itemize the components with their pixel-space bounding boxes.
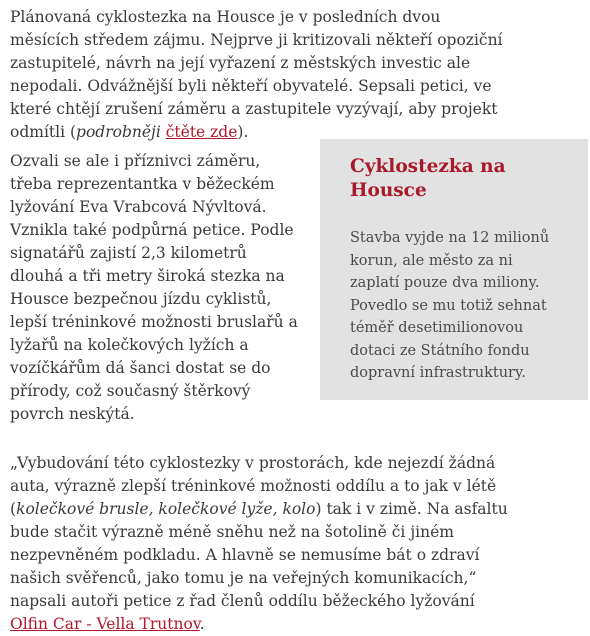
quote-text-b: ) tak i v zimě. Na asfaltu bude stačit výrazně méně sněhu než na šotolině či jiném nezpevněném podkladu. A hlavně se nemusíme bát o zdraví našich svěřenců, jako tomu je na veřejných komunikacích,“ napsali autoři petice z řad členů oddílu běžeckého lyžování <box>10 500 508 610</box>
read-here-link[interactable]: čtěte zde <box>165 123 238 141</box>
info-box-title: Cyklostezka na Housce <box>350 156 506 201</box>
info-box-text: Stavba vyjde na 12 milionů korun, ale město za ni zaplatí pouze dva miliony. Povedlo se mu totiž sehnat téměř desetimilionovou dotaci ze Státního fondu dopravní infrastruktury. <box>350 230 550 381</box>
quote-text-a: „Vybudování této cyklostezky v prostorách, kde nejezdí žádná auta, výrazně zlepší tréninkové možnosti oddílu a to jak v létě ( <box>10 454 497 518</box>
club-link[interactable]: Olfin Car - Vella Trutnov <box>10 615 200 633</box>
paragraph-supporters: Ozvali se ale i příznivci záměru, třeba reprezentantka v běžeckém lyžování Eva Vrabcová Nývltová. Vznikla také podpůrná petice. Podle signatářů zajistí 2,3 kilometrů dlouhá a tři metry široká stezka na Housce bezpečnou jízdu cyklistů, lepší tréninkové možnosti bruslařů a lyžařů na kolečkových lyžích a vozíčkářům dá šanci dostat se do přírody, což současný štěrkový povrch neskýtá. <box>10 152 298 423</box>
paragraph-intro-close: ). <box>237 123 249 141</box>
quote-italic: kolečkové brusle, kolečkové lyže, kolo <box>16 500 316 518</box>
info-box <box>320 139 588 400</box>
paragraph-intro-text: Plánovaná cyklostezka na Housce je v posledních dvou měsících středem zájmu. Nejprve ji kritizovali někteří opoziční zastupitelé, návrh na její vyřazení z městských investic ale nepodali. Odvážnější byli někteří obyvatelé. Sepsali petici, ve které chtějí zrušení záměru a zastupitele vyzývají, aby projekt odmítli ( <box>10 8 503 141</box>
more-label: podrobněji <box>76 123 161 141</box>
quote-close: . <box>199 615 205 633</box>
paragraph-intro <box>10 6 510 144</box>
paragraph-quote <box>10 452 510 636</box>
